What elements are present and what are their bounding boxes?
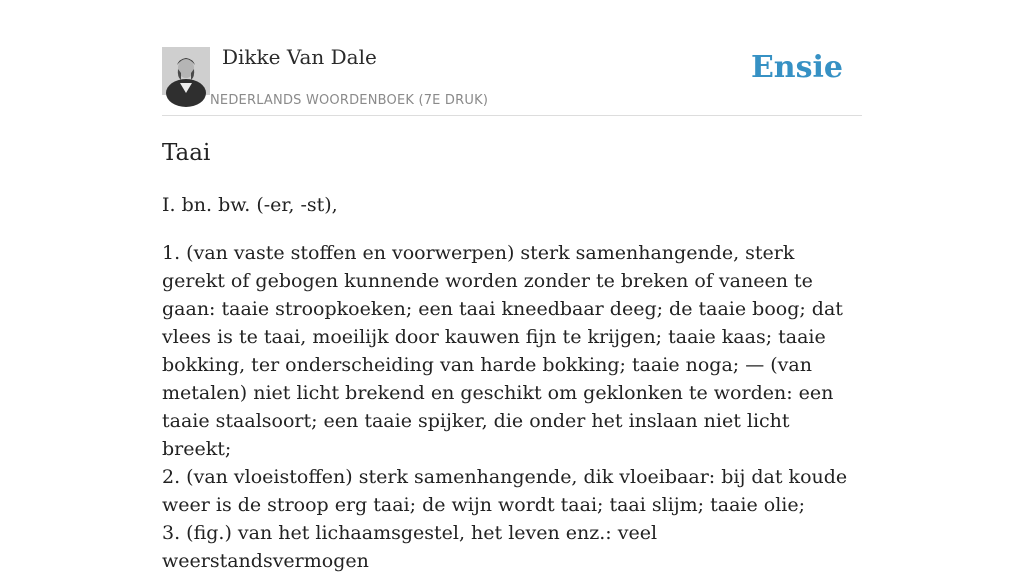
author-name[interactable]: Dikke Van Dale — [222, 45, 377, 69]
grammar-info: I. bn. bw. (-er, -st), — [162, 194, 338, 216]
portrait-image — [162, 47, 210, 95]
brand-logo[interactable]: Ensie — [750, 50, 843, 85]
source-label[interactable]: NEDERLANDS WOORDENBOEK (7E DRUK) — [210, 93, 489, 108]
content-container — [162, 0, 862, 572]
sense-2: 2. (van vloeistoffen) sterk samenhangende, dik vloeibaar: bij dat koude weer is de stroop erg taai; de wijn wordt taai; taai slijm; taaie olie; — [162, 466, 848, 516]
sense-3: 3. (fig.) van het lichaamsgestel, het leven enz.: veel weerstandsvermogen — [162, 522, 658, 572]
header — [162, 0, 862, 116]
avatar[interactable] — [162, 47, 210, 95]
definition-body — [162, 239, 862, 575]
entry-title: Taai — [162, 140, 211, 166]
sense-1: 1. (van vaste stoffen en voorwerpen) sterk samenhangende, sterk gerekt of gebogen kunnende worden zonder te breken of vaneen te gaan: taaie stroopkoeken; een taai kneedbaar deeg; de taaie boog; dat vlees is te taai, moeilijk door kauwen fijn te krijgen; taaie kaas; taaie bokking, ter onderscheiding van harde bokking; taaie noga; — (van metalen) niet licht brekend en geschikt om geklonken te worden: een taaie staalsoort; een taaie spijker, die onder het inslaan niet licht breekt; — [162, 242, 843, 460]
